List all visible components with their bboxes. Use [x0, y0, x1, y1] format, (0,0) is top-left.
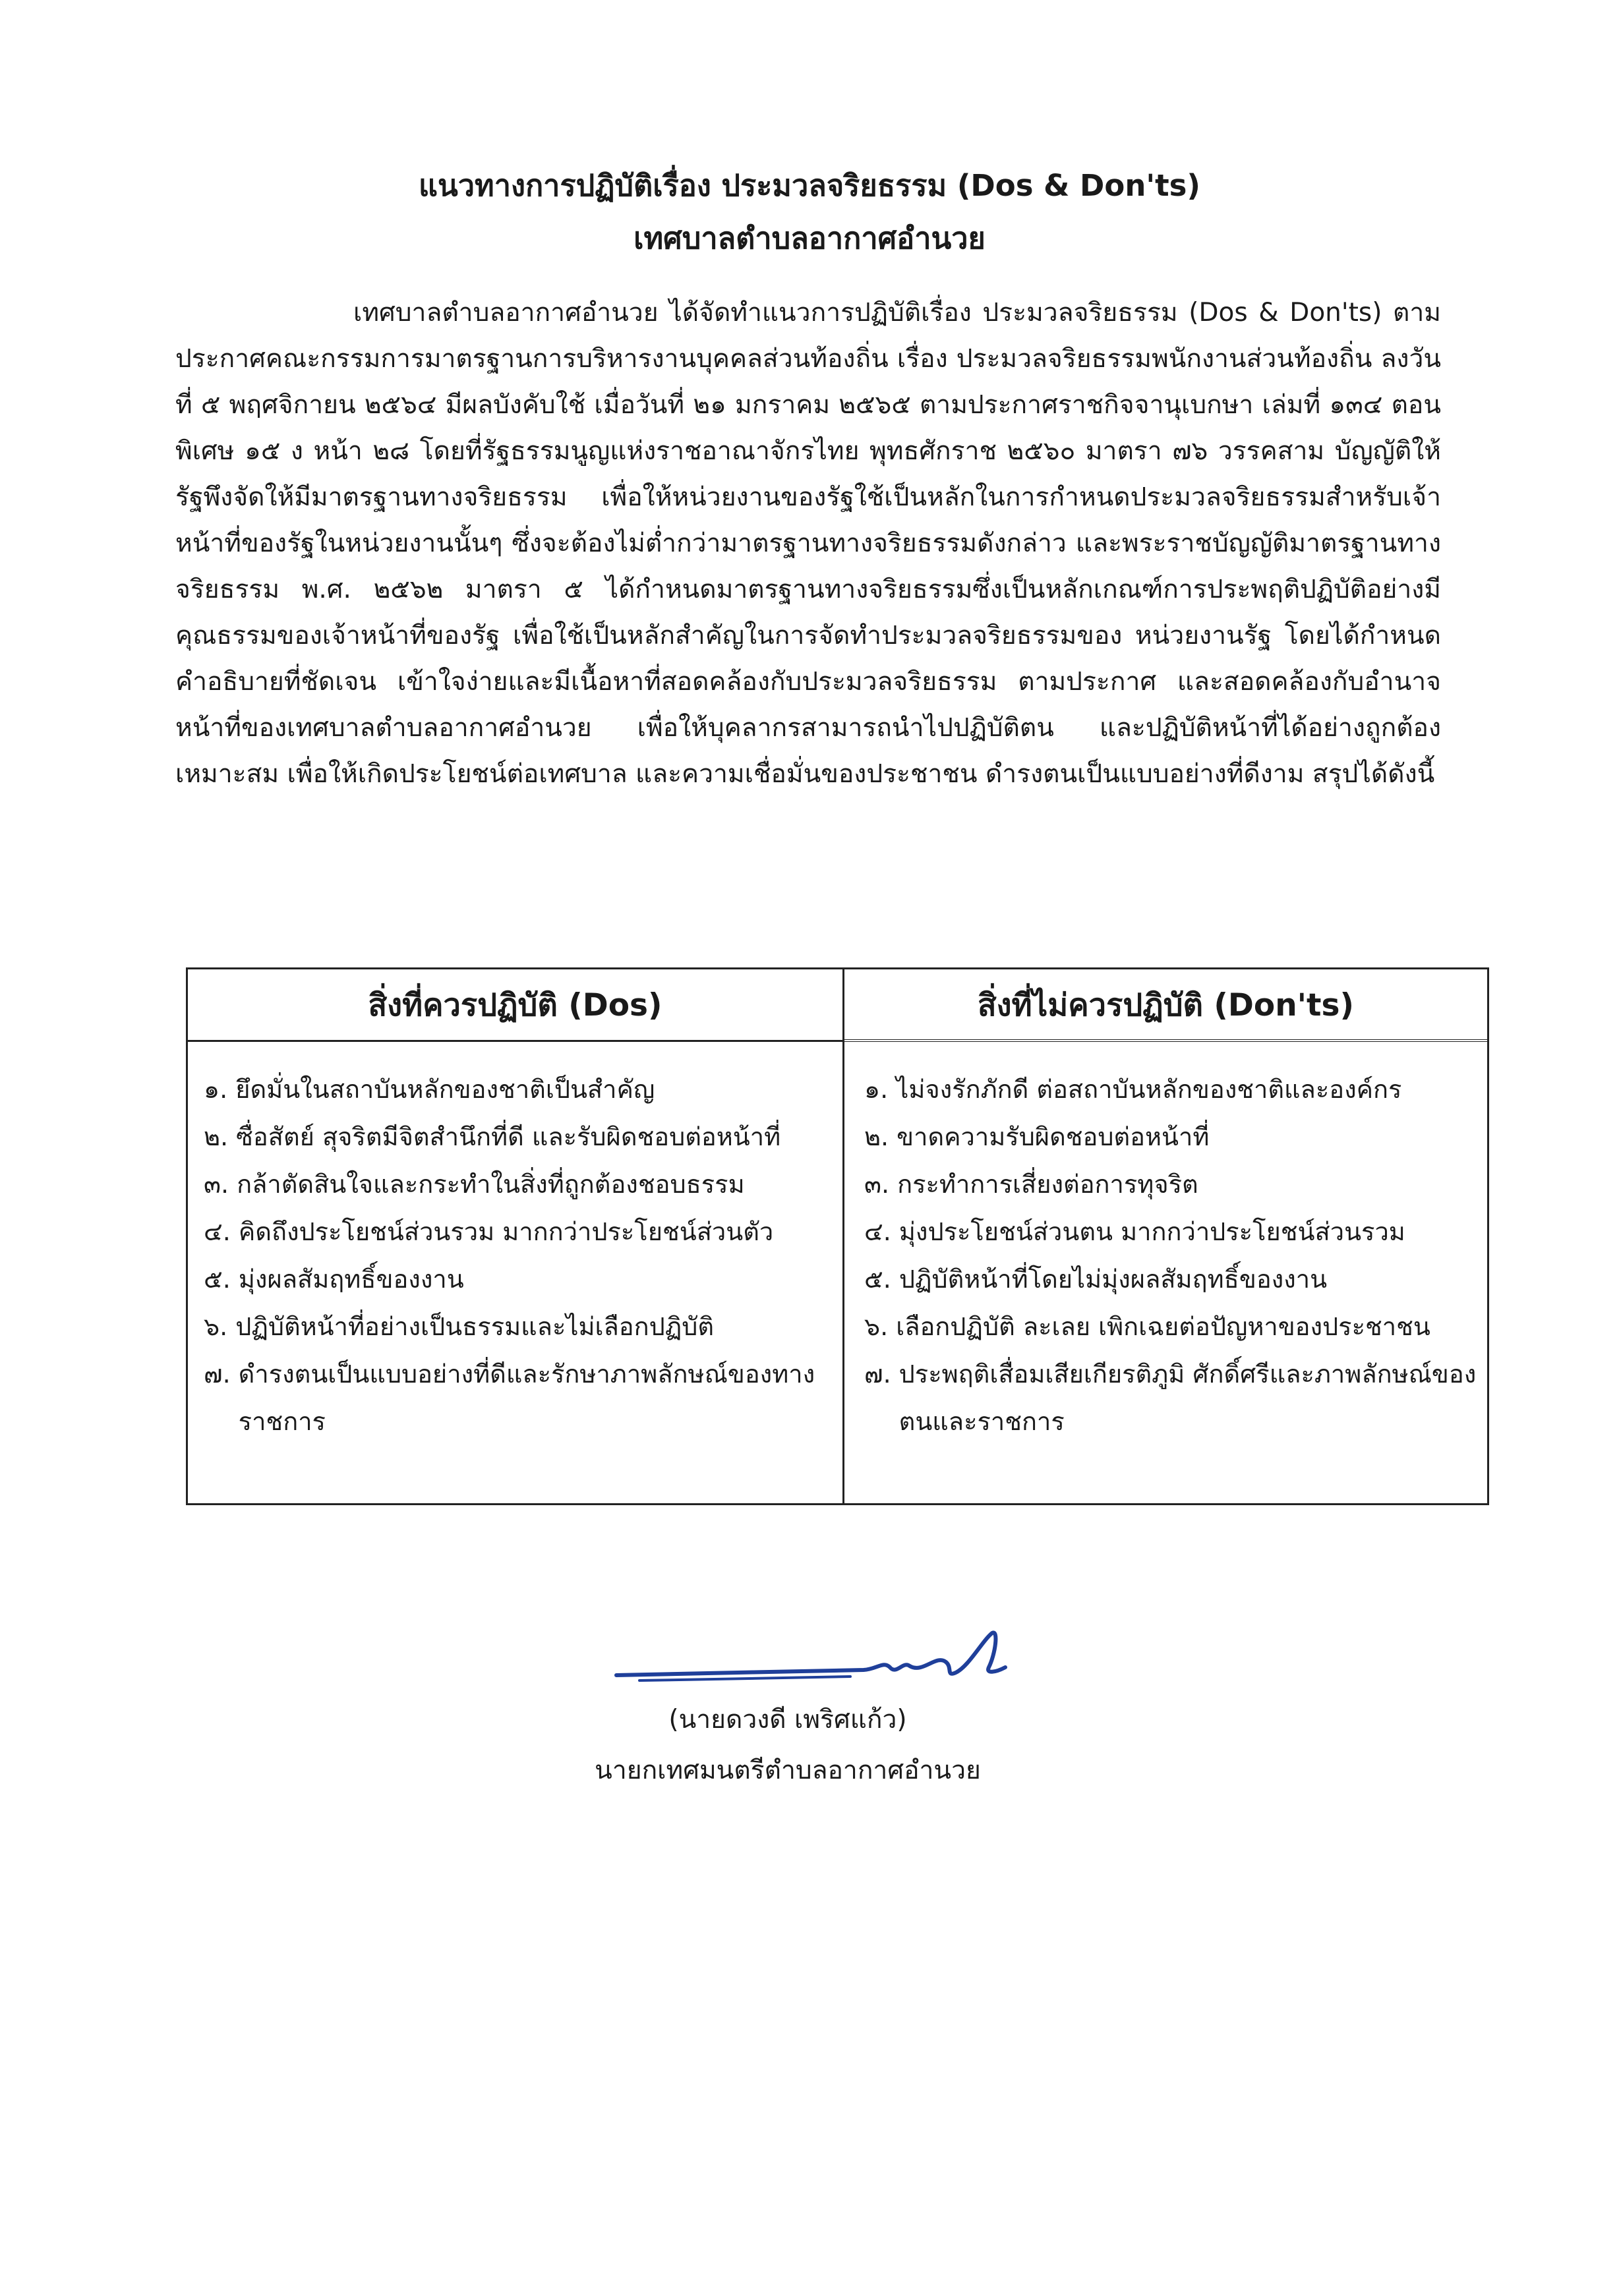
item-text: เลือกปฏิบัติ ละเลย เพิกเฉยต่อปัญหาของประชาชน	[896, 1312, 1430, 1341]
dos-item	[204, 1255, 836, 1303]
item-number: ๗.	[864, 1360, 891, 1389]
item-number: ๒.	[204, 1122, 229, 1151]
donts-item	[864, 1255, 1478, 1303]
signatory-name: (นายดวงดี เพริศแก้ว)	[668, 1705, 907, 1735]
donts-item	[864, 1208, 1478, 1255]
dos-column	[188, 969, 844, 1503]
item-text: มุ่งผลสัมฤทธิ์ของงาน	[238, 1265, 464, 1294]
item-number: ๖.	[864, 1312, 889, 1341]
donts-item	[864, 1066, 1478, 1113]
donts-item	[864, 1161, 1478, 1208]
item-number: ๖.	[204, 1312, 228, 1341]
document-title: แนวทางการปฏิบัติเรื่อง ประมวลจริยธรรม (Dos & Don'ts)	[419, 168, 1200, 203]
signature-scribble	[613, 1615, 1009, 1694]
item-number: ๑.	[204, 1075, 228, 1104]
item-number: ๕.	[864, 1265, 891, 1294]
dos-list	[188, 1042, 842, 1445]
intro-paragraph: เทศบาลตำบลอากาศอำนวย ได้จัดทำแนวการปฏิบัติเรื่อง ประมวลจริยธรรม (Dos & Don'ts) ตาม ประกาศคณะกรรมการมาตรฐานการบริหารงานบุคคลส่วนท้องถิ่น เรื่อง ประมวลจริยธรรมพนักงานส่วนท้องถิ่น ลงวันที่ ๕ พฤศจิกายน ๒๕๖๔ มีผลบังคับใช้ เมื่อวันที่ ๒๑ มกราคม ๒๕๖๕ ตามประกาศราชกิจจานุเบกษา เล่มที่ ๑๓๔ ตอนพิเศษ ๑๕ ง หน้า ๒๘ โดยที่รัฐธรรมนูญแห่งราชอาณาจักรไทย พุทธศักราช ๒๕๖๐ มาตรา ๗๖ วรรคสาม บัญญัติให้รัฐพึงจัดให้มีมาตรฐานทางจริยธรรม เพื่อให้หน่วยงานของรัฐใช้เป็นหลักในการกำหนดประมวลจริยธรรมสำหรับเจ้าหน้าที่ของรัฐในหน่วยงานนั้นๆ ซึ่งจะต้องไม่ต่ำกว่ามาตรฐานทางจริยธรรมดังกล่าว และพระราชบัญญัติมาตรฐานทางจริยธรรม พ.ศ. ๒๕๖๒ มาตรา ๕ ได้กำหนดมาตรฐานทางจริยธรรมซึ่งเป็นหลักเกณฑ์การประพฤติปฏิบัติอย่างมีคุณธรรมของเจ้าหน้าที่ของรัฐ เพื่อใช้เป็นหลักสำคัญในการจัดทำประมวลจริยธรรมของ หน่วยงานรัฐ โดยได้กำหนดคำอธิบายที่ชัดเจน เข้าใจง่ายและมีเนื้อหาที่สอดคล้องกับประมวลจริยธรรม ตามประกาศ และสอดคล้องกับอำนาจหน้าที่ของเทศบาลตำบลอากาศอำนวย เพื่อให้บุคลากรสามารถนำไปปฏิบัติตน และปฏิบัติหน้าที่ได้อย่างถูกต้อง เหมาะสม เพื่อให้เกิดประโยชน์ต่อเทศบาล และความเชื่อมั่นของประชาชน ดำรงตนเป็นแบบอย่างที่ดีงาม สรุปได้ดังนี้	[175, 298, 1441, 789]
dos-item	[204, 1303, 836, 1350]
item-text: ซื่อสัตย์ สุจริตมีจิตสำนึกที่ดี และรับผิดชอบต่อหน้าที่	[236, 1122, 781, 1151]
item-number: ๔.	[864, 1217, 891, 1246]
dos-header: สิ่งที่ควรปฏิบัติ (Dos)	[188, 969, 842, 1042]
item-text: ดำรงตนเป็นแบบอย่างที่ดีและรักษาภาพลักษณ์ของทางราชการ	[238, 1360, 815, 1436]
item-text: ยึดมั่นในสถาบันหลักของชาติเป็นสำคัญ	[235, 1075, 655, 1104]
donts-header: สิ่งที่ไม่ควรปฏิบัติ (Don'ts)	[844, 969, 1487, 1042]
donts-item	[864, 1350, 1478, 1445]
item-number: ๒.	[864, 1122, 889, 1151]
item-number: ๓.	[204, 1170, 229, 1199]
dos-item	[204, 1208, 836, 1255]
donts-item	[864, 1113, 1478, 1161]
document-subtitle: เทศบาลตำบลอากาศอำนวย	[633, 221, 986, 256]
item-number: ๑.	[864, 1075, 889, 1104]
item-text: ประพฤติเสื่อมเสียเกียรติภูมิ ศักดิ์ศรีและภาพลักษณ์ของตนและราชการ	[898, 1360, 1477, 1436]
item-text: ปฏิบัติหน้าที่โดยไม่มุ่งผลสัมฤทธิ์ของงาน	[898, 1265, 1328, 1294]
item-number: ๗.	[204, 1360, 231, 1389]
dos-item	[204, 1350, 836, 1445]
item-text: กระทำการเสี่ยงต่อการทุจริต	[897, 1170, 1198, 1199]
item-text: ปฏิบัติหน้าที่อย่างเป็นธรรมและไม่เลือกปฏิบัติ	[235, 1312, 715, 1341]
donts-list	[844, 1042, 1487, 1445]
donts-column	[844, 969, 1487, 1503]
item-number: ๔.	[204, 1217, 231, 1246]
item-text: คิดถึงประโยชน์ส่วนรวม มากกว่าประโยชน์ส่วนตัว	[238, 1217, 774, 1246]
item-text: มุ่งประโยชน์ส่วนตน มากกว่าประโยชน์ส่วนรวม	[898, 1217, 1405, 1246]
item-text: ไม่จงรักภักดี ต่อสถาบันหลักของชาติและองค์กร	[896, 1075, 1402, 1104]
item-text: กล้าตัดสินใจและกระทำในสิ่งที่ถูกต้องชอบธรรม	[237, 1170, 745, 1199]
dos-item	[204, 1161, 836, 1208]
dos-donts-table	[186, 967, 1489, 1505]
signatory-position: นายกเทศมนตรีตำบลอากาศอำนวย	[595, 1756, 981, 1785]
dos-item	[204, 1113, 836, 1161]
item-number: ๕.	[204, 1265, 231, 1294]
item-number: ๓.	[864, 1170, 890, 1199]
item-text: ขาดความรับผิดชอบต่อหน้าที่	[897, 1122, 1210, 1151]
dos-item	[204, 1066, 836, 1113]
donts-item	[864, 1303, 1478, 1350]
